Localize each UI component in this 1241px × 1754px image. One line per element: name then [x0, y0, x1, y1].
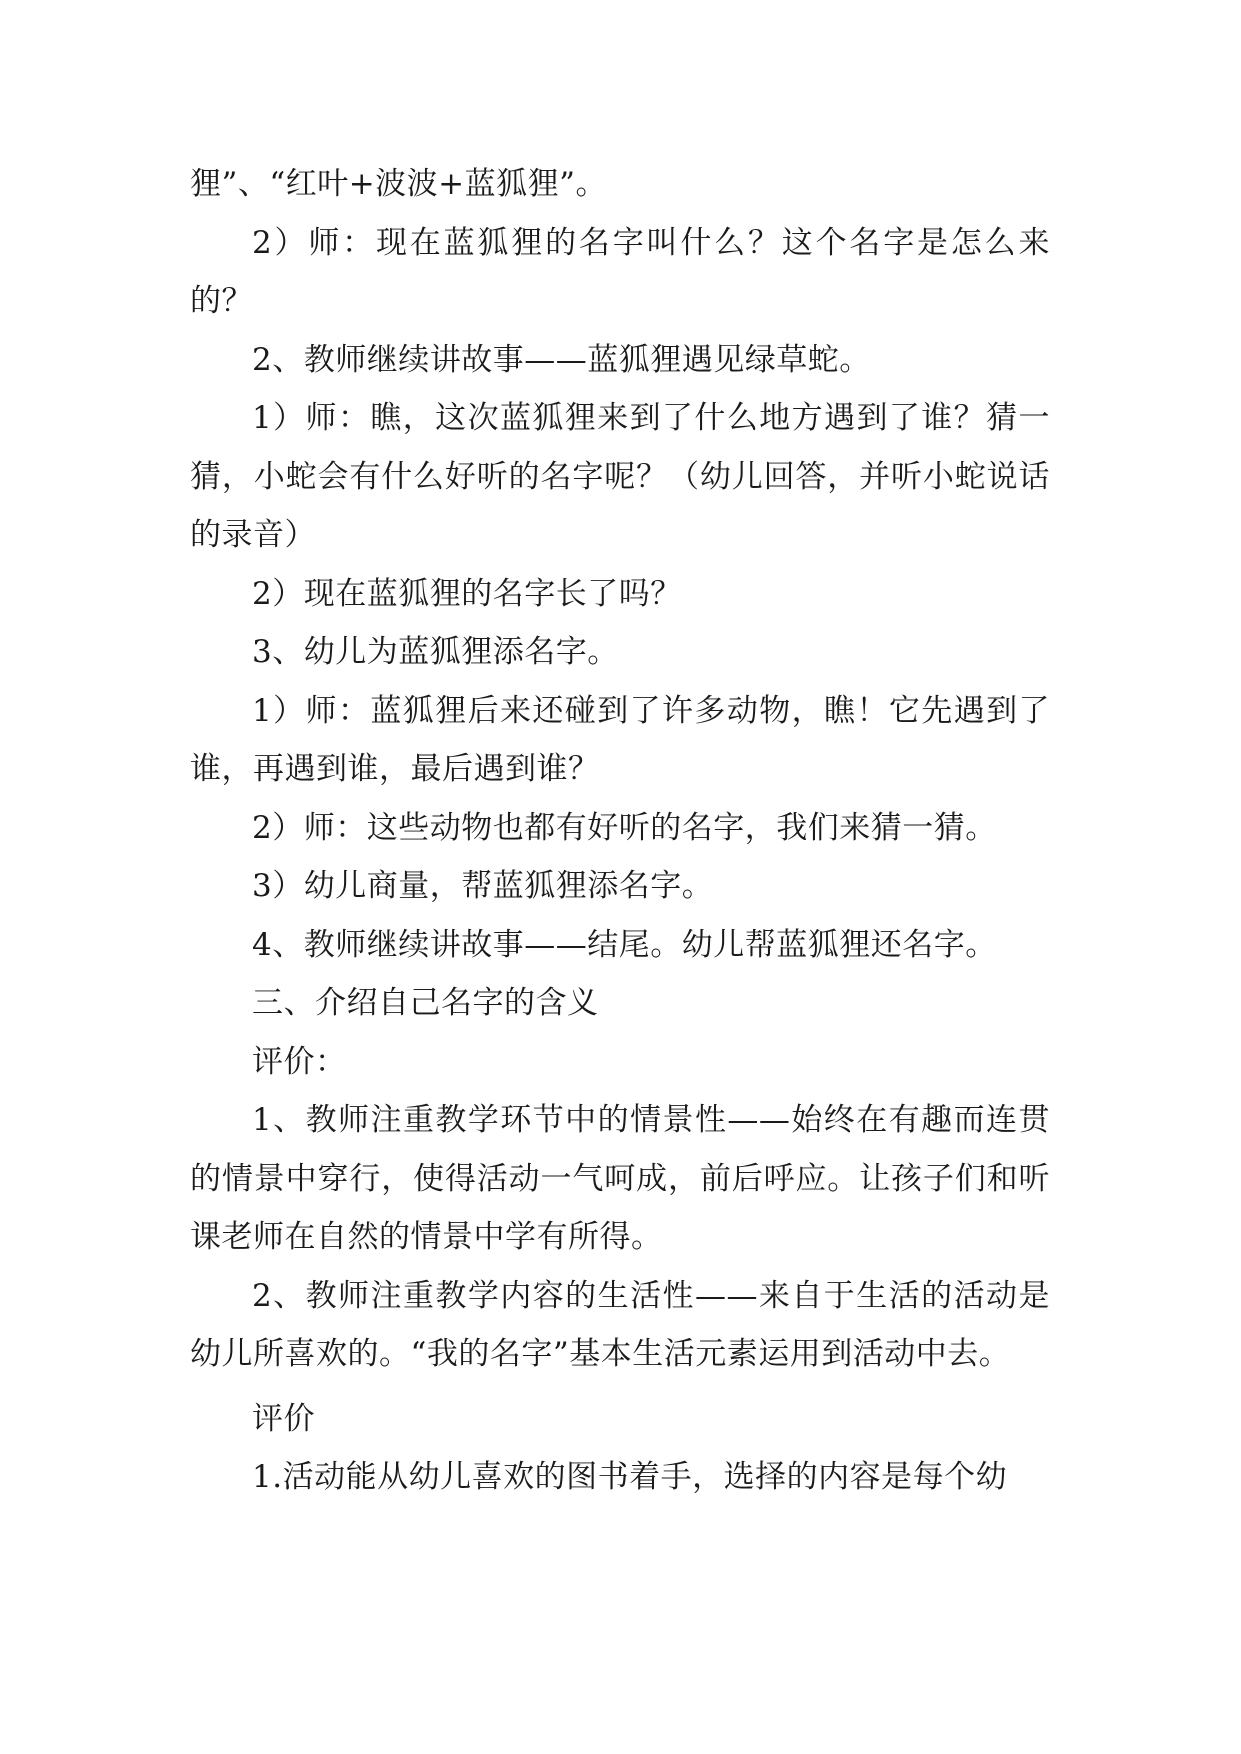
paragraph: 狸”、“红叶+波波+蓝狐狸”。 [190, 166, 607, 202]
paragraph: 2）现在蓝狐狸的名字长了吗？ [252, 575, 682, 612]
section-heading: 三、介绍自己名字的含义 [252, 985, 599, 1021]
paragraph: 1.活动能从幼儿喜欢的图书着手，选择的内容是每个幼 [252, 1459, 1008, 1495]
paragraph: 4、教师继续讲故事——结尾。幼儿帮蓝狐狸还名字。 [252, 926, 997, 963]
document-body [190, 155, 1050, 1507]
paragraph: 2、教师注重教学内容的生活性——来自于生活的活动是幼儿所喜欢的。“我的名字”基本生活元素运用到活动中去。 [190, 1277, 1050, 1372]
paragraph: 3）幼儿商量，帮蓝狐狸添名字。 [252, 868, 714, 904]
paragraph: 2）师：现在蓝狐狸的名字叫什么？这个名字是怎么来的？ [190, 224, 1050, 319]
paragraph: 3、幼儿为蓝狐狸添名字。 [252, 634, 619, 670]
section-heading: 评价 [252, 1400, 315, 1437]
paragraph: 2、教师继续讲故事——蓝狐狸遇见绿草蛇。 [252, 341, 871, 378]
paragraph: 2）师：这些动物也都有好听的名字，我们来猜一猜。 [252, 809, 997, 846]
paragraph: 1）师：蓝狐狸后来还碰到了许多动物，瞧！它先遇到了谁，再遇到谁，最后遇到谁？ [190, 692, 1050, 787]
paragraph: 1）师：瞧，这次蓝狐狸来到了什么地方遇到了谁？猜一猜，小蛇会有什么好听的名字呢？（幼儿回答，并听小蛇说话的录音） [190, 400, 1050, 553]
paragraph: 1、教师注重教学环节中的情景性——始终在有趣而连贯的情景中穿行，使得活动一气呵成，前后呼应。让孩子们和听课老师在自然的情景中学有所得。 [190, 1102, 1050, 1255]
section-heading: 评价： [252, 1043, 347, 1080]
